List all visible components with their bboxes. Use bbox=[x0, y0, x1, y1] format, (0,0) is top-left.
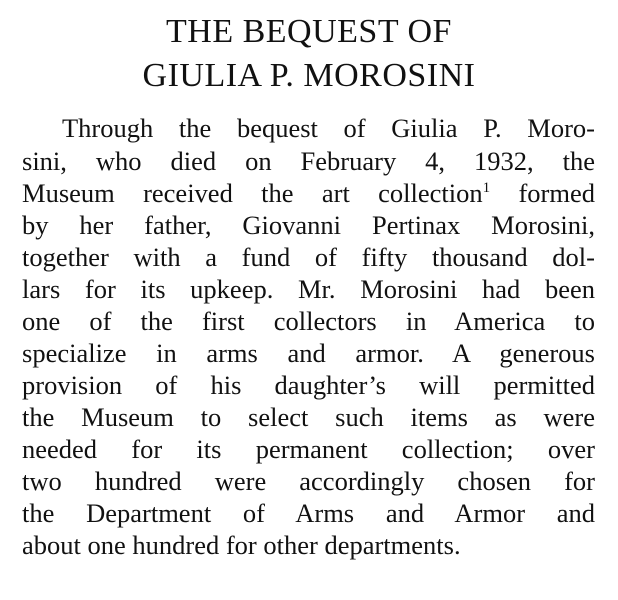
title-line-2: GIULIA P. MOROSINI bbox=[142, 57, 476, 94]
body-line-3-tail: formed bbox=[490, 178, 595, 208]
body-line-8: specialize in arms and armor. A generous bbox=[22, 338, 595, 368]
body-line-9: provision of his daughter’s will permitted bbox=[22, 370, 595, 400]
body-line-1: Through the bequest of Giulia P. Moro- bbox=[62, 113, 595, 143]
body-line-13: the Department of Arms and Armor and bbox=[22, 498, 595, 528]
body-line-12: two hundred were accordingly chosen for bbox=[22, 466, 595, 496]
body-line-4: by her father, Giovanni Pertinax Morosini, bbox=[22, 210, 595, 240]
body-line-10: the Museum to select such items as were bbox=[22, 402, 595, 432]
footnote-marker[interactable]: 1 bbox=[482, 180, 491, 197]
body-line-7: one of the first collectors in America to bbox=[22, 306, 595, 336]
body-line-3 bbox=[22, 177, 595, 209]
title-line-1: THE BEQUEST OF bbox=[166, 13, 452, 50]
body-line-2: sini, who died on February 4, 1932, the bbox=[22, 146, 595, 176]
body-line-3-text: Museum received the art collection bbox=[22, 178, 483, 208]
body-line-14: about one hundred for other departments. bbox=[22, 530, 461, 560]
body-line-5: together with a fund of fifty thousand dol- bbox=[22, 242, 595, 272]
body-line-6: lars for its upkeep. Mr. Morosini had been bbox=[22, 274, 595, 304]
body-line-11: needed for its permanent collection; over bbox=[22, 434, 595, 464]
